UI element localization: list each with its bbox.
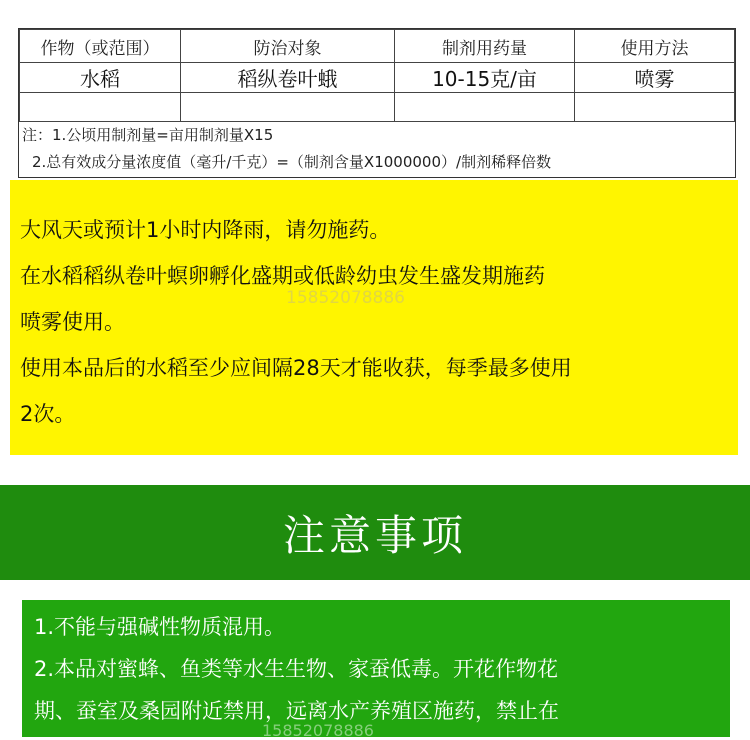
precautions-box: [22, 600, 730, 737]
cell-crop: 水稻: [20, 63, 181, 93]
precaution-line-1: 1.不能与强碱性物质混用。: [34, 615, 286, 639]
note-line-1: 注：1.公顷用制剂量=亩用制剂量X15: [22, 126, 274, 144]
table-notes: [22, 122, 551, 176]
header-target: 防治对象: [181, 30, 395, 63]
usage-line-3: 喷雾使用。: [20, 310, 125, 334]
cell-dosage: 10-15克/亩: [395, 63, 575, 93]
header-dosage: 制剂用药量: [395, 30, 575, 63]
section-title-bar: [0, 485, 750, 580]
note-line-2: 2.总有效成分量浓度值（毫升/千克）=（制剂含量X1000000）/制剂稀释倍数: [32, 153, 552, 171]
usage-line-5: 2次。: [20, 402, 76, 426]
usage-line-2: 在水稻稻纵卷叶螟卵孵化盛期或低龄幼虫发生盛发期施药: [20, 264, 545, 288]
precaution-line-2: 2.本品对蜜蜂、鱼类等水生生物、家蚕低毒。开花作物花: [34, 657, 559, 681]
usage-line-4: 使用本品后的水稻至少应间隔28天才能收获，每季最多使用: [20, 356, 572, 380]
usage-instructions-box: [10, 180, 738, 455]
usage-line-1: 大风天或预计1小时内降雨，请勿施药。: [20, 218, 391, 242]
cell-target: 稻纵卷叶蛾: [181, 63, 395, 93]
header-method: 使用方法: [575, 30, 735, 63]
table-header-row: [20, 30, 735, 63]
header-crop: 作物（或范围）: [20, 30, 181, 63]
table-row: [20, 63, 735, 93]
section-title: 注意事项: [282, 510, 467, 560]
watermark-phone: 15852078886: [286, 288, 405, 308]
precaution-line-3: 期、蚕室及桑园附近禁用，远离水产养殖区施药，禁止在: [34, 699, 559, 723]
table-row-empty: [20, 93, 735, 122]
cell-method: 喷雾: [575, 63, 735, 93]
watermark-phone: 15852078886: [262, 721, 374, 740]
